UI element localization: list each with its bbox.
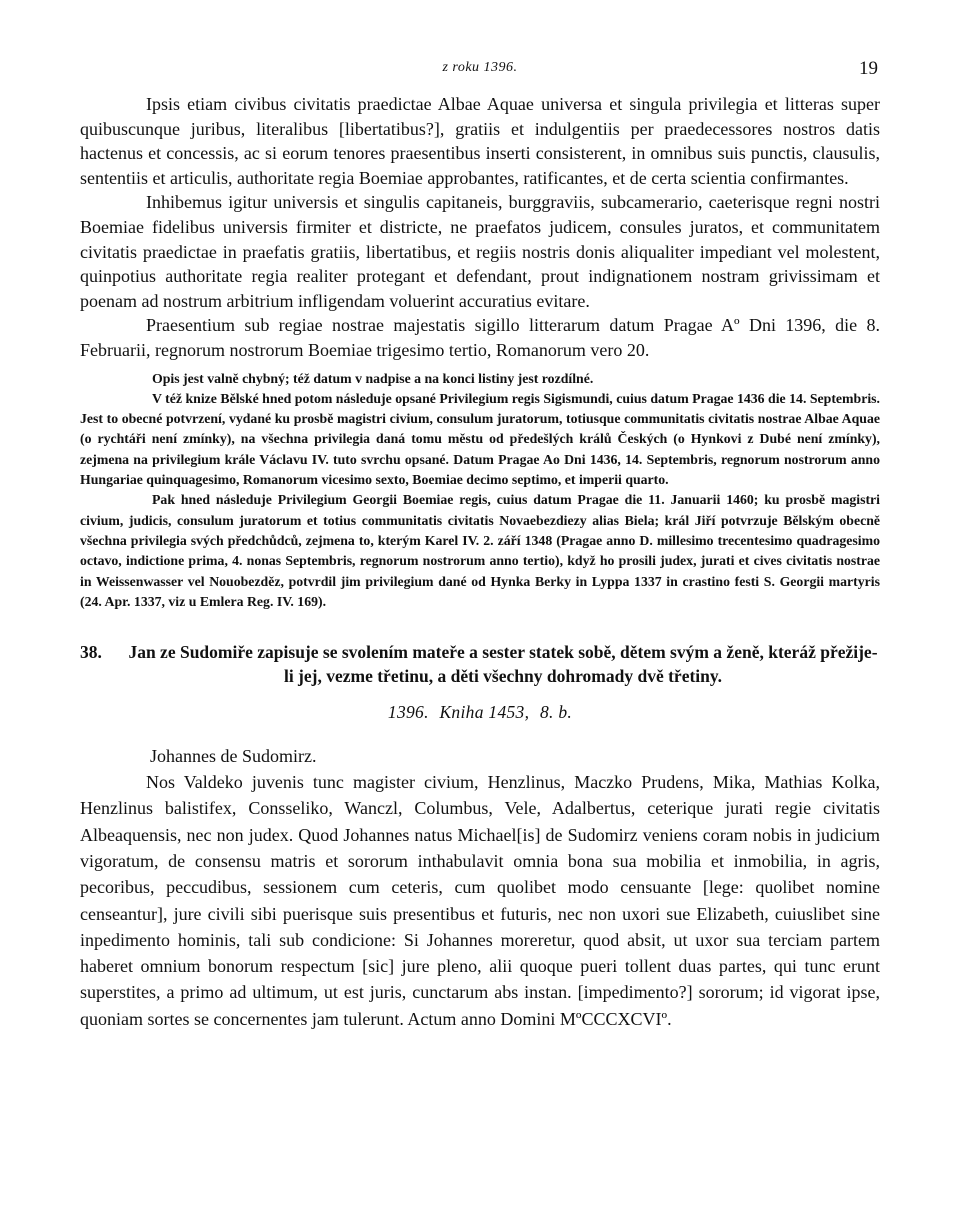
entry-heading: Johannes de Sudomirz. — [150, 746, 317, 767]
body-paragraph: Ipsis etiam civibus civitatis praedictae Albae Aquae universa et singula privilegia et litteras super quibuscunque juribus, literalibus [libertatibus?], gratiis et indulgentiis per praedecessores nostros datis hactenus et concessis, ac si eorum tenores praesentibus inserti consisterent, in omnibus suis punctis, clausulis, sententiis et articulis, authoritate regia Boemiae approbantes, ratificantes, et de certa scientia confirmantes. — [80, 94, 880, 188]
editor-note: V též knize Bělské hned potom následuje opsané Privilegium regis Sigismundi, cuius datum Pragae 1436 die 14. Septembris. Jest to obecné potvrzení, vydané ku prosbě magistri civium, consulum juratorum, totiusque communitatis civitatis nostrae Albae Aquae (o rychtáři není zmínky), na všechna privilegia daná tomu městu od předešlých králů Českých (o Hynkovi z Dubé není zmínky), zejmena na privilegium krále Václavu IV. tuto svrchu opsané. Datum Pragae Ao Dni 1436, 14. Septembris, regnorum nostrorum anno Hungariae quinquagesimo, Romanorum vicesimo sexto, Boemiae decimo septimo, et imperii quarto. — [80, 390, 880, 488]
source-folio: 8. b. — [539, 702, 573, 723]
editor-note: Pak hned následuje Privilegium Georgii Boemiae regis, cuius datum Pragae die 11. Januarii 1460; ku prosbě magistri civium, judicis, consulum juratorum et totius communitatis civitatis Novaebezdiezy alias Biela; král Jiří potvrzuje Bělským obecně všechna privilegia svých předchůdců, zejmena to, kterým Karel IV. 2. září 1348 (Pragae anno D. millesimo trecentesimo quadragesimo octavo, indictione prima, 4. nonas Septembris, regnorum nostrorum anno tertio), když ho prosili judex, jurati et cives civitatis nostrae in Weissenwasser vel Nouobezděz, potvrdil jim privilegium dané od Hynka Berky in Lyppa 1337 in crastino festi S. Georgii martyris (24. Apr. 1337, viz u Emlera Reg. IV. 169). — [80, 492, 880, 609]
body-paragraph: Inhibemus igitur universis et singulis capitaneis, burggraviis, subcamerario, caeterisque regni nostri Boemiae fidelibus universis firmiter et districte, ne praefatos judicem, consules juratos, et communitatem civitatis praedictae in praefatis gratiis, libertatibus, et regiis nostris donis aliqualiter impediant vel molestent, quinpotius authoritate regia realiter protegant et defendant, prout indignationem nostram grivissimam et poenam ad nostrum arbitrium infligendam voluerint accuratius evitare. — [80, 192, 880, 311]
running-header — [80, 52, 880, 92]
source-year: 1396. — [387, 702, 429, 723]
entry-title: Jan ze Sudomiře zapisuje se svolením mateře a sester statek sobě, dětem svým a ženě, kteráž přežije-li jej, vezme třetinu, a děti všechny dohromady dvě třetiny. — [128, 642, 878, 687]
running-title: z roku 1396. — [442, 60, 518, 75]
entry-header — [80, 640, 880, 688]
entry-body: Nos Valdeko juvenis tunc magister civium, Henzlinus, Maczko Prudens, Mika, Mathias Kolka, Henzlinus balistifex, Consseliko, Wanczl, Columbus, Vele, Adalbertus, ceterique jurati regie civitatis Albeaquensis, nec non judex. Quod Johannes natus Michael[is] de Sudomirz veniens coram nobis in judicium vigoratum, de consensu matris et sororum inthabulavit omnia bona sua mobilia et inmobilia, in agris, pecoribus, peccudibus, sessionem cum ceteris, cum quolibet modo censuante [lege: quolibet nomine censeantur], jure civili sibi puerisque suis presentibus et futuris, nec non uxori sue Elizabeth, cuiuslibet sine inpedimento hominis, tali sub condicione: Si Johannes moreretur, quod absit, ut uxor sua terciam partem haberet omnium bonorum respectum [sic] jure pleno, alii quoque pueri tollent duas partes, qui tunc erunt superstites, a primo ad ultimum, ut est juris, cunctarum abs instan. [impedimento?] sororum; id vigorat ipse, quoniam sortes se concernentes jam tulerunt. Actum anno Domini MºCCCXCVIº. — [80, 772, 880, 1029]
source-reference — [80, 702, 880, 723]
entry-number: 38. — [80, 642, 102, 663]
body-paragraph: Praesentium sub regiae nostrae majestatis sigillo litterarum datum Pragae Aº Dni 1396, die 8. Februarii, regnorum nostrorum Boemiae trigesimo tertio, Romanorum vero 20. — [80, 315, 880, 360]
source-book: Kniha 1453, — [439, 702, 530, 723]
page-number: 19 — [859, 58, 878, 79]
editor-note: Opis jest valně chybný; též datum v nadpise a na konci listiny jest rozdílné. — [152, 370, 594, 386]
